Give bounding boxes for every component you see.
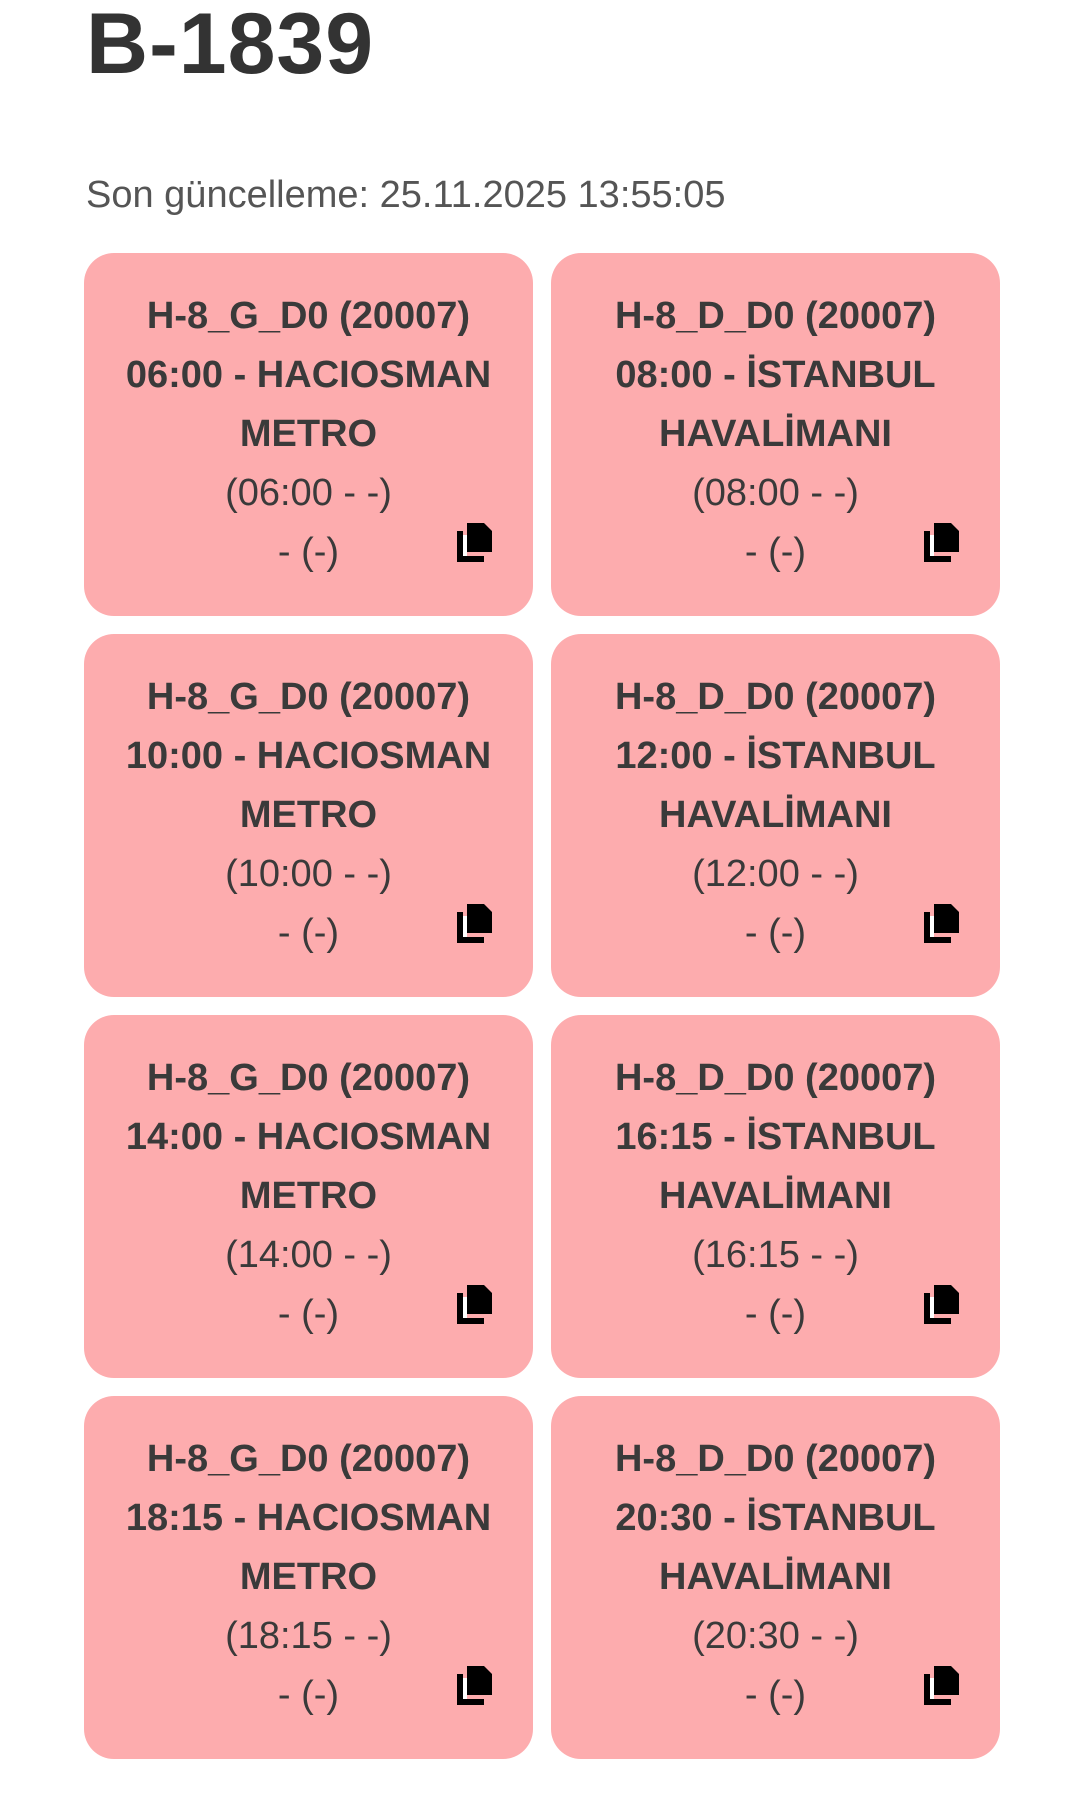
trip-card[interactable] — [551, 253, 1000, 616]
trip-departure: 12:00 - İSTANBUL — [615, 735, 936, 777]
trip-destination: METRO — [239, 794, 378, 836]
trip-card[interactable] — [84, 1015, 533, 1378]
copy-button[interactable] — [455, 1664, 495, 1706]
copy-button[interactable] — [922, 902, 962, 944]
trip-route-code: H-8_G_D0 (20007) — [146, 295, 471, 337]
trip-route-code: H-8_D_D0 (20007) — [614, 676, 937, 718]
trip-status: - (-) — [277, 912, 340, 954]
trip-destination: HAVALİMANI — [659, 1175, 892, 1217]
trip-status: - (-) — [744, 912, 807, 954]
trip-destination: METRO — [239, 413, 378, 455]
copy-button[interactable] — [922, 1664, 962, 1706]
trip-destination: METRO — [239, 1556, 378, 1598]
page-title: B-1839 — [86, 0, 375, 92]
trip-times: (06:00 - -) — [225, 472, 392, 514]
trip-departure: 18:15 - HACIOSMAN — [125, 1497, 492, 1539]
trip-route-code: H-8_G_D0 (20007) — [146, 1057, 471, 1099]
last-update-text: Son güncelleme: 25.11.2025 13:55:05 — [86, 174, 726, 216]
trip-card[interactable] — [84, 1396, 533, 1759]
trip-times: (20:30 - -) — [692, 1615, 859, 1657]
trip-status: - (-) — [744, 531, 807, 573]
trip-times: (10:00 - -) — [225, 853, 392, 895]
copy-icon — [455, 1283, 495, 1325]
trip-destination: HAVALİMANI — [659, 794, 892, 836]
trip-status: - (-) — [744, 1293, 807, 1335]
trip-route-code: H-8_D_D0 (20007) — [614, 295, 937, 337]
trip-destination: METRO — [239, 1175, 378, 1217]
trip-status: - (-) — [277, 531, 340, 573]
copy-button[interactable] — [455, 902, 495, 944]
trip-card-grid — [84, 253, 1000, 1759]
trip-departure: 08:00 - İSTANBUL — [615, 354, 936, 396]
trip-departure: 06:00 - HACIOSMAN — [125, 354, 492, 396]
copy-icon — [922, 1664, 962, 1706]
trip-route-code: H-8_D_D0 (20007) — [614, 1057, 937, 1099]
trip-card[interactable] — [551, 634, 1000, 997]
trip-departure: 14:00 - HACIOSMAN — [125, 1116, 492, 1158]
copy-icon — [455, 902, 495, 944]
copy-button[interactable] — [455, 521, 495, 563]
trip-times: (16:15 - -) — [692, 1234, 859, 1276]
trip-card[interactable] — [551, 1396, 1000, 1759]
trip-route-code: H-8_G_D0 (20007) — [146, 1438, 471, 1480]
trip-destination: HAVALİMANI — [659, 1556, 892, 1598]
trip-status: - (-) — [277, 1674, 340, 1716]
trip-departure: 16:15 - İSTANBUL — [615, 1116, 936, 1158]
trip-departure: 20:30 - İSTANBUL — [615, 1497, 936, 1539]
trip-route-code: H-8_G_D0 (20007) — [146, 676, 471, 718]
copy-button[interactable] — [922, 521, 962, 563]
trip-times: (14:00 - -) — [225, 1234, 392, 1276]
trip-destination: HAVALİMANI — [659, 413, 892, 455]
trip-times: (12:00 - -) — [692, 853, 859, 895]
copy-icon — [922, 521, 962, 563]
trip-card[interactable] — [551, 1015, 1000, 1378]
trip-times: (08:00 - -) — [692, 472, 859, 514]
trip-times: (18:15 - -) — [225, 1615, 392, 1657]
trip-status: - (-) — [744, 1674, 807, 1716]
copy-icon — [922, 902, 962, 944]
trip-route-code: H-8_D_D0 (20007) — [614, 1438, 937, 1480]
copy-button[interactable] — [455, 1283, 495, 1325]
copy-icon — [922, 1283, 962, 1325]
trip-status: - (-) — [277, 1293, 340, 1335]
trip-departure: 10:00 - HACIOSMAN — [125, 735, 492, 777]
copy-button[interactable] — [922, 1283, 962, 1325]
copy-icon — [455, 521, 495, 563]
trip-card[interactable] — [84, 634, 533, 997]
copy-icon — [455, 1664, 495, 1706]
trip-card[interactable] — [84, 253, 533, 616]
